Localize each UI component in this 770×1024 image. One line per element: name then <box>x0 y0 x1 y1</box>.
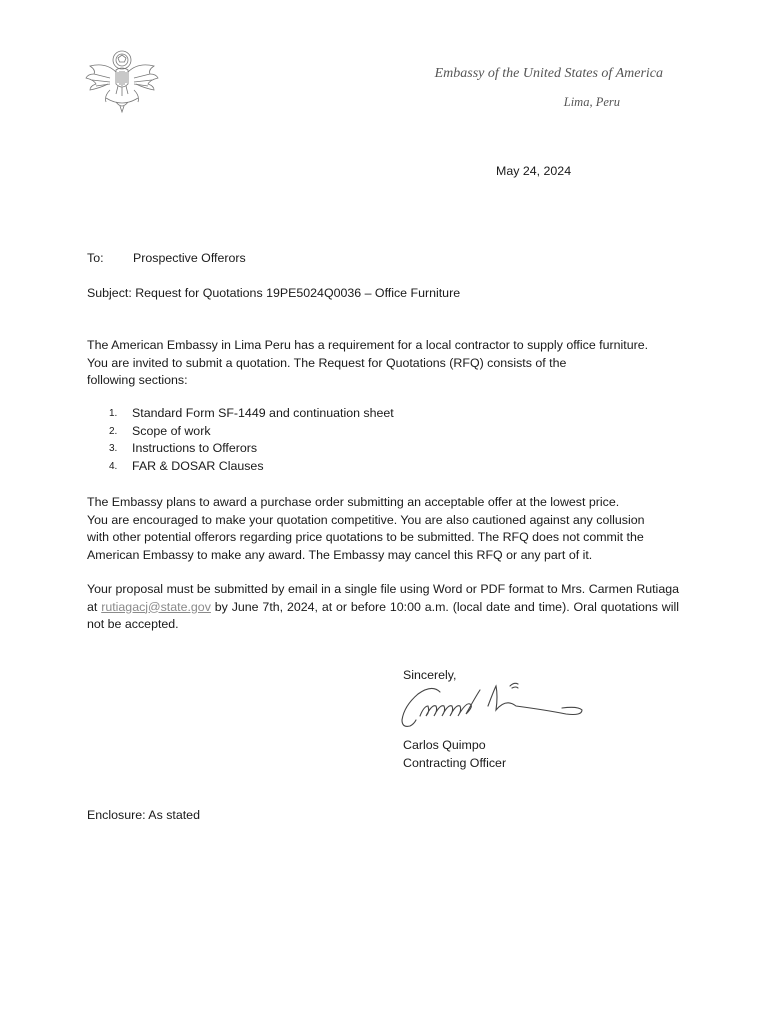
list-number: 1. <box>109 408 118 419</box>
list-number: 2. <box>109 425 118 437</box>
signer-name: Carlos Quimpo <box>403 738 486 752</box>
intro-line: following sections: <box>87 373 188 387</box>
email-link[interactable]: rutiagacj@state.gov <box>101 599 211 614</box>
list-text: Scope of work <box>132 423 211 438</box>
to-label: To: <box>87 251 104 265</box>
award-line: The Embassy plans to award a purchase order submitting an acceptable offer at the lowest price. <box>87 495 620 509</box>
subject-line: Subject: Request for Quotations 19PE5024Q0036 – Office Furniture <box>87 286 461 300</box>
submission-text: Your proposal must be submitted by email in a single file using Word or PDF format to Mrs. Carmen Rutiaga at <box>87 582 679 614</box>
list-number: 4. <box>109 460 118 472</box>
list-number: 3. <box>109 443 118 454</box>
intro-line: You are invited to submit a quotation. The Request for Quotations (RFQ) consists of the <box>87 355 567 370</box>
list-text: Standard Form SF-1449 and continuation sheet <box>132 406 394 420</box>
great-seal-icon <box>80 46 164 114</box>
award-line: You are encouraged to make your quotation competitive. You are also cautioned against any collusion <box>87 512 645 527</box>
submission-paragraph <box>87 581 679 634</box>
award-line: American Embassy to make any award. The Embassy may cancel this RFQ or any part of it. <box>87 547 593 562</box>
signature-icon <box>396 676 592 732</box>
award-line: with other potential offerors regarding price quotations to be submitted. The RFQ does not commit the <box>87 530 644 544</box>
enclosure-note: Enclosure: As stated <box>87 808 200 822</box>
letter-date: May 24, 2024 <box>496 164 572 178</box>
award-paragraph <box>87 494 679 564</box>
signer-title: Contracting Officer <box>403 756 507 770</box>
list-text: FAR & DOSAR Clauses <box>132 458 264 473</box>
list-text: Instructions to Offerors <box>132 441 258 455</box>
embassy-name: Embassy of the United States of America <box>434 66 663 81</box>
intro-line: The American Embassy in Lima Peru has a requirement for a local contractor to supply office furniture. <box>87 338 649 352</box>
embassy-city: Lima, Peru <box>563 95 620 109</box>
submission-text: by June 7th, 2024, at or before 10:00 a.m. (local date and time). Oral quotations will not be accepted. <box>87 599 680 631</box>
closing-salutation: Sincerely, <box>403 668 457 682</box>
intro-paragraph <box>87 337 679 390</box>
to-recipient: Prospective Offerors <box>133 251 246 265</box>
